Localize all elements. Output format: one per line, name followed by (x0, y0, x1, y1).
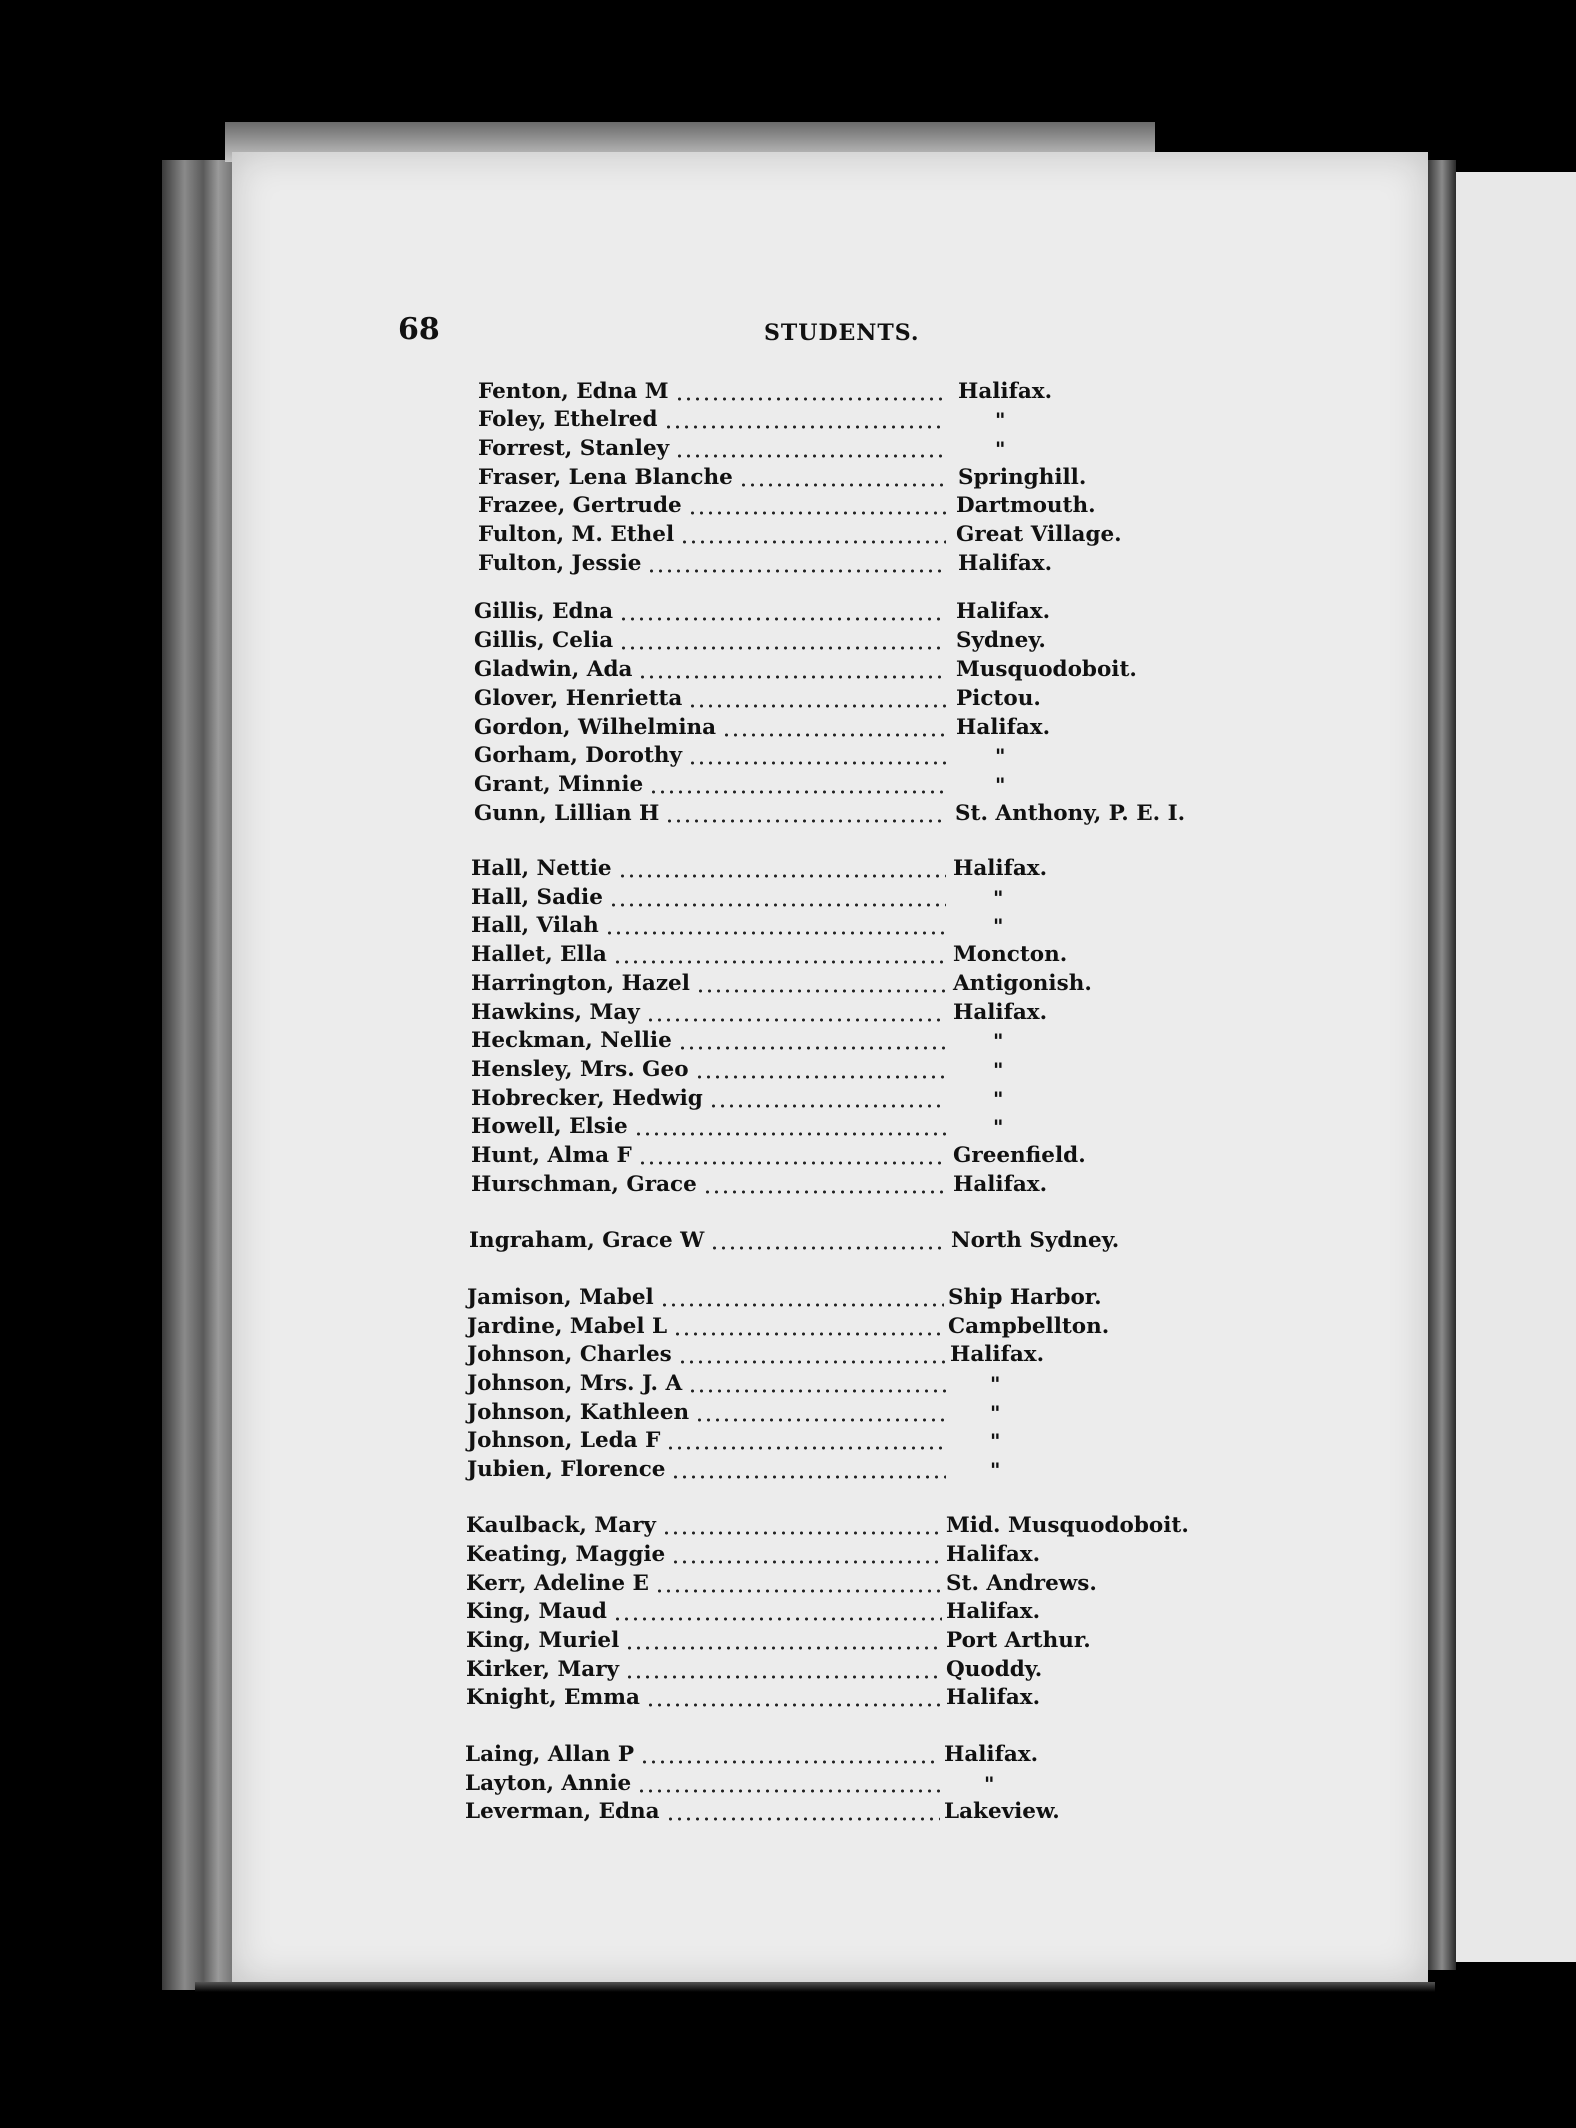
student-entry (478, 406, 1200, 434)
student-hometown: " (993, 914, 1004, 938)
student-name: Howell, Elsie (471, 1114, 628, 1139)
student-hometown: Halifax. (946, 1685, 1041, 1710)
student-entry (478, 464, 1200, 492)
dot-leader (678, 1027, 946, 1055)
student-hometown: Musquodoboit. (956, 657, 1137, 682)
dot-leader (666, 1798, 940, 1826)
student-hometown: Ship Harbor. (948, 1285, 1102, 1310)
student-hometown: " (990, 1458, 1001, 1482)
student-name: Harrington, Hazel (471, 971, 690, 996)
dot-leader (671, 1541, 942, 1569)
student-entry (474, 656, 1200, 684)
student-name: Johnson, Leda F (467, 1428, 661, 1453)
student-entry (467, 1370, 1200, 1398)
dot-leader (613, 941, 946, 969)
dot-leader (619, 627, 946, 655)
student-name: Hawkins, May (471, 1000, 640, 1025)
dot-leader (647, 550, 946, 578)
student-hometown: Quoddy. (946, 1657, 1043, 1682)
student-entry (478, 378, 1200, 406)
student-name: Gunn, Lillian H (474, 801, 660, 826)
student-name: King, Muriel (466, 1628, 620, 1653)
dot-leader (646, 1684, 942, 1712)
student-entry (478, 492, 1200, 520)
student-entry (471, 970, 1200, 998)
student-hometown: " (993, 1087, 1004, 1111)
student-entry (478, 550, 1200, 578)
student-hometown: " (990, 1372, 1001, 1396)
student-hometown: Great Village. (956, 522, 1122, 547)
dot-leader (662, 1512, 942, 1540)
student-entry (478, 435, 1200, 463)
student-name: Fulton, Jessie (478, 551, 642, 576)
student-name: Hensley, Mrs. Geo (471, 1057, 689, 1082)
student-entry (466, 1684, 1200, 1712)
student-entry (466, 1541, 1200, 1569)
student-name: Hobrecker, Hedwig (471, 1086, 703, 1111)
student-hometown: Port Arthur. (946, 1628, 1091, 1653)
student-entry (467, 1427, 1200, 1455)
dot-leader (703, 1171, 946, 1199)
dot-leader (655, 1570, 942, 1598)
dot-leader (664, 406, 946, 434)
student-hometown: Halifax. (950, 1342, 1045, 1367)
student-name: Foley, Ethelred (478, 407, 658, 432)
dot-leader (605, 912, 946, 940)
student-entry (469, 1227, 1200, 1255)
student-name: Hunt, Alma F (471, 1143, 632, 1168)
dot-leader (609, 884, 946, 912)
dot-leader (618, 855, 946, 883)
student-entry (467, 1313, 1200, 1341)
student-hometown: " (993, 886, 1004, 910)
student-name: Hurschman, Grace (471, 1172, 697, 1197)
student-name: Keating, Maggie (466, 1542, 666, 1567)
dot-leader (722, 714, 946, 742)
student-name: Grant, Minnie (474, 772, 644, 797)
student-entry (474, 742, 1200, 770)
student-name: Fulton, M. Ethel (478, 522, 675, 547)
student-hometown: " (995, 437, 1006, 461)
student-hometown: " (995, 408, 1006, 432)
student-hometown: " (993, 1115, 1004, 1139)
student-name: Laing, Allan P (465, 1742, 635, 1767)
student-hometown: " (990, 1401, 1001, 1425)
student-hometown: " (990, 1429, 1001, 1453)
student-name: Heckman, Nellie (471, 1028, 672, 1053)
student-hometown: St. Andrews. (946, 1571, 1097, 1596)
dot-leader (688, 685, 946, 713)
student-name: Leverman, Edna (465, 1799, 660, 1824)
dot-leader (696, 970, 946, 998)
student-entry (474, 627, 1200, 655)
student-name: Glover, Henrietta (474, 686, 683, 711)
student-hometown: " (993, 1029, 1004, 1053)
student-entry (465, 1798, 1200, 1826)
student-name: Kirker, Mary (466, 1657, 620, 1682)
dot-leader (695, 1399, 946, 1427)
student-entry (466, 1570, 1200, 1598)
student-hometown: Halifax. (946, 1599, 1041, 1624)
student-hometown: " (984, 1772, 995, 1796)
dot-leader (688, 492, 946, 520)
student-entry (471, 1056, 1200, 1084)
student-entry (478, 521, 1200, 549)
student-hometown: Halifax. (946, 1542, 1041, 1567)
student-hometown: Moncton. (953, 942, 1068, 967)
dot-leader (666, 1427, 946, 1455)
student-name: Gordon, Wilhelmina (474, 715, 717, 740)
student-entry (474, 598, 1200, 626)
dot-leader (637, 1770, 946, 1798)
dot-leader (640, 1741, 940, 1769)
student-name: Gillis, Celia (474, 628, 614, 653)
student-name: Hall, Sadie (471, 885, 603, 910)
student-name: Forrest, Stanley (478, 436, 670, 461)
student-entry (471, 912, 1200, 940)
dot-leader (665, 800, 946, 828)
student-hometown: Halifax. (953, 1000, 1048, 1025)
student-entry (465, 1770, 1200, 1798)
student-name: Hall, Vilah (471, 913, 599, 938)
student-name: Hall, Nettie (471, 856, 612, 881)
student-entry (471, 1142, 1200, 1170)
dot-leader (675, 435, 946, 463)
student-entry (471, 884, 1200, 912)
dot-leader (660, 1284, 944, 1312)
student-hometown: Halifax. (958, 551, 1053, 576)
student-entry (466, 1627, 1200, 1655)
dot-leader (671, 1456, 946, 1484)
dot-leader (619, 598, 946, 626)
student-name: Jubien, Florence (467, 1457, 666, 1482)
student-entry (471, 1113, 1200, 1141)
student-entry (474, 685, 1200, 713)
student-name: Gillis, Edna (474, 599, 614, 624)
student-hometown: Antigonish. (953, 971, 1092, 996)
student-name: Kerr, Adeline E (466, 1571, 649, 1596)
student-entry (471, 941, 1200, 969)
student-hometown: Greenfield. (953, 1143, 1086, 1168)
student-entry (474, 800, 1200, 828)
student-hometown: Sydney. (956, 628, 1046, 653)
student-hometown: " (995, 773, 1006, 797)
page-number: 68 (398, 312, 440, 347)
dot-leader (739, 464, 946, 492)
dot-leader (710, 1227, 946, 1255)
student-hometown: " (993, 1058, 1004, 1082)
student-name: Kaulback, Mary (466, 1513, 656, 1538)
student-entry (466, 1598, 1200, 1626)
student-name: Jamison, Mabel (467, 1285, 654, 1310)
dot-leader (688, 742, 946, 770)
student-hometown: " (995, 744, 1006, 768)
student-entry (467, 1284, 1200, 1312)
student-entry (467, 1456, 1200, 1484)
dot-leader (675, 378, 946, 406)
dot-leader (709, 1085, 946, 1113)
student-entry (471, 855, 1200, 883)
student-entry (474, 771, 1200, 799)
dot-leader (625, 1627, 942, 1655)
dot-leader (613, 1598, 942, 1626)
student-entry (471, 1171, 1200, 1199)
student-name: Knight, Emma (466, 1685, 640, 1710)
dot-leader (680, 521, 946, 549)
running-head: STUDENTS. (764, 320, 920, 346)
student-name: Gorham, Dorothy (474, 743, 683, 768)
student-entry (466, 1656, 1200, 1684)
student-entry (471, 1027, 1200, 1055)
student-name: Ingraham, Grace W (469, 1228, 705, 1253)
dot-leader (638, 656, 946, 684)
dot-leader (634, 1113, 946, 1141)
student-hometown: Mid. Musquodoboit. (946, 1513, 1189, 1538)
student-name: Johnson, Charles (467, 1342, 672, 1367)
student-name: Layton, Annie (465, 1771, 632, 1796)
student-name: King, Maud (466, 1599, 607, 1624)
student-hometown: Campbellton. (948, 1314, 1110, 1339)
student-name: Fenton, Edna M (478, 379, 669, 404)
student-entry (471, 1085, 1200, 1113)
student-hometown: Halifax. (944, 1742, 1039, 1767)
student-hometown: Dartmouth. (956, 493, 1096, 518)
dot-leader (673, 1313, 944, 1341)
student-name: Johnson, Kathleen (467, 1400, 690, 1425)
student-entry (474, 714, 1200, 742)
student-name: Fraser, Lena Blanche (478, 465, 733, 490)
dot-leader (688, 1370, 946, 1398)
student-hometown: Halifax. (958, 379, 1053, 404)
student-hometown: North Sydney. (951, 1228, 1120, 1253)
dot-leader (646, 999, 946, 1027)
student-hometown: Halifax. (953, 856, 1048, 881)
dot-leader (625, 1656, 942, 1684)
student-hometown: Springhill. (958, 465, 1087, 490)
dot-leader (678, 1341, 946, 1369)
student-name: Hallet, Ella (471, 942, 607, 967)
dot-leader (649, 771, 946, 799)
student-hometown: Lakeview. (944, 1799, 1060, 1824)
student-hometown: Halifax. (956, 715, 1051, 740)
dot-leader (638, 1142, 946, 1170)
student-hometown: Halifax. (956, 599, 1051, 624)
student-entry (471, 999, 1200, 1027)
student-hometown: Halifax. (953, 1172, 1048, 1197)
student-entry (467, 1399, 1200, 1427)
dot-leader (695, 1056, 946, 1084)
student-entry (467, 1341, 1200, 1369)
student-entry (466, 1512, 1200, 1540)
student-name: Johnson, Mrs. J. A (467, 1371, 683, 1396)
student-entry (465, 1741, 1200, 1769)
student-name: Gladwin, Ada (474, 657, 633, 682)
student-hometown: Pictou. (956, 686, 1041, 711)
student-name: Jardine, Mabel L (467, 1314, 668, 1339)
student-name: Frazee, Gertrude (478, 493, 682, 518)
student-hometown: St. Anthony, P. E. I. (955, 801, 1186, 826)
